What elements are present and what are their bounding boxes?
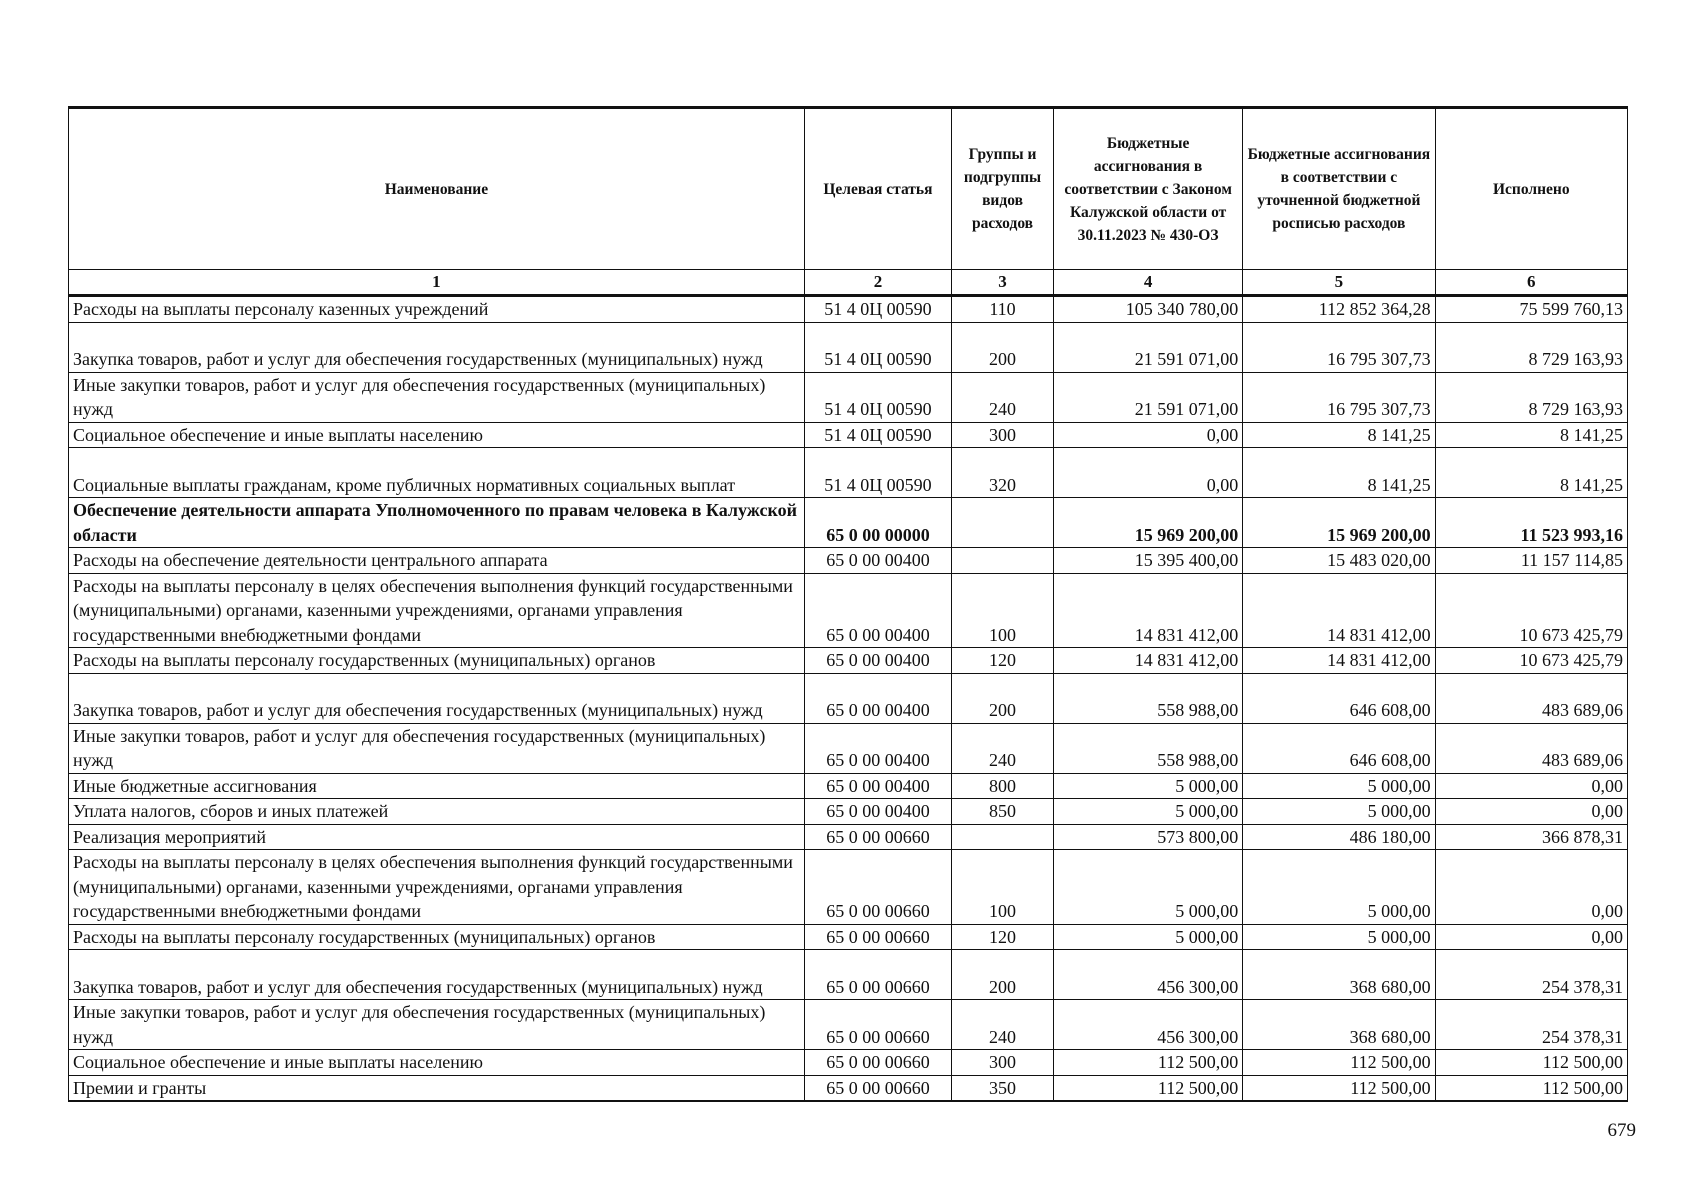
cell-executed-amount: 483 689,06: [1435, 673, 1627, 723]
cell-refined-amount: 368 680,00: [1243, 950, 1435, 1000]
cell-target-article: 65 0 00 00400: [804, 648, 951, 674]
table-row: [69, 924, 1628, 950]
cell-expense-group: 200: [952, 673, 1054, 723]
header-executed: Исполнено: [1435, 108, 1627, 270]
cell-name: Социальное обеспечение и иные выплаты населению: [69, 1050, 805, 1076]
cell-executed-amount: 10 673 425,79: [1435, 573, 1627, 648]
cell-law-amount: 14 831 412,00: [1054, 648, 1243, 674]
cell-expense-group: 350: [952, 1075, 1054, 1101]
cell-name: Расходы на выплаты персоналу в целях обеспечения выполнения функций государственными (муниципальными) органами, казенными учреждениями, органами управления государственными внебюджетными фондами: [69, 850, 805, 925]
table-row: [69, 1075, 1628, 1101]
cell-target-article: 51 4 0Ц 00590: [804, 296, 951, 323]
cell-executed-amount: 0,00: [1435, 924, 1627, 950]
cell-target-article: 65 0 00 00400: [804, 773, 951, 799]
cell-name: Иные бюджетные ассигнования: [69, 773, 805, 799]
cell-executed-amount: 11 523 993,16: [1435, 498, 1627, 548]
header-expense-groups: Группы и подгруппы видов расходов: [952, 108, 1054, 270]
column-number: 3: [952, 270, 1054, 296]
cell-refined-amount: 368 680,00: [1243, 1000, 1435, 1050]
cell-target-article: 65 0 00 00400: [804, 723, 951, 773]
cell-target-article: 65 0 00 00400: [804, 548, 951, 574]
cell-executed-amount: 254 378,31: [1435, 950, 1627, 1000]
cell-expense-group: 320: [952, 448, 1054, 498]
cell-law-amount: 21 591 071,00: [1054, 372, 1243, 422]
cell-name: Иные закупки товаров, работ и услуг для обеспечения государственных (муниципальных) нужд: [69, 1000, 805, 1050]
table-row: [69, 573, 1628, 648]
cell-law-amount: 15 969 200,00: [1054, 498, 1243, 548]
cell-target-article: 65 0 00 00660: [804, 850, 951, 925]
header-row: [69, 108, 1628, 270]
table-row: [69, 723, 1628, 773]
cell-executed-amount: 112 500,00: [1435, 1050, 1627, 1076]
cell-executed-amount: 0,00: [1435, 799, 1627, 825]
cell-expense-group: [952, 548, 1054, 574]
column-number: 5: [1243, 270, 1435, 296]
cell-refined-amount: 112 500,00: [1243, 1050, 1435, 1076]
cell-refined-amount: 8 141,25: [1243, 448, 1435, 498]
cell-expense-group: 100: [952, 573, 1054, 648]
cell-executed-amount: 483 689,06: [1435, 723, 1627, 773]
header-refined-allocations: Бюджетные ассигнования в соответствии с уточненной бюджетной росписью расходов: [1243, 108, 1435, 270]
cell-target-article: 65 0 00 00660: [804, 1075, 951, 1101]
cell-target-article: 65 0 00 00400: [804, 573, 951, 648]
table-row: [69, 372, 1628, 422]
cell-law-amount: 14 831 412,00: [1054, 573, 1243, 648]
table-row: [69, 850, 1628, 925]
table-row: [69, 422, 1628, 448]
page-number: 679: [1607, 1120, 1636, 1141]
cell-executed-amount: 75 599 760,13: [1435, 296, 1627, 323]
cell-expense-group: 240: [952, 1000, 1054, 1050]
cell-name: Премии и гранты: [69, 1075, 805, 1101]
cell-refined-amount: 15 483 020,00: [1243, 548, 1435, 574]
cell-refined-amount: 112 852 364,28: [1243, 296, 1435, 323]
cell-expense-group: 120: [952, 648, 1054, 674]
cell-target-article: 65 0 00 00660: [804, 924, 951, 950]
cell-refined-amount: 5 000,00: [1243, 850, 1435, 925]
cell-refined-amount: 14 831 412,00: [1243, 573, 1435, 648]
cell-expense-group: 110: [952, 296, 1054, 323]
cell-name: Расходы на обеспечение деятельности центрального аппарата: [69, 548, 805, 574]
cell-law-amount: 105 340 780,00: [1054, 296, 1243, 323]
cell-executed-amount: 366 878,31: [1435, 824, 1627, 850]
cell-expense-group: 800: [952, 773, 1054, 799]
cell-executed-amount: 254 378,31: [1435, 1000, 1627, 1050]
cell-target-article: 65 0 00 00660: [804, 1000, 951, 1050]
cell-refined-amount: 16 795 307,73: [1243, 372, 1435, 422]
header-target-article: Целевая статья: [804, 108, 951, 270]
cell-refined-amount: 112 500,00: [1243, 1075, 1435, 1101]
cell-law-amount: 573 800,00: [1054, 824, 1243, 850]
cell-target-article: 65 0 00 00660: [804, 950, 951, 1000]
cell-name: Иные закупки товаров, работ и услуг для обеспечения государственных (муниципальных) нужд: [69, 372, 805, 422]
cell-law-amount: 5 000,00: [1054, 850, 1243, 925]
cell-target-article: 51 4 0Ц 00590: [804, 422, 951, 448]
cell-target-article: 65 0 00 00400: [804, 673, 951, 723]
cell-law-amount: 15 395 400,00: [1054, 548, 1243, 574]
cell-executed-amount: 8 729 163,93: [1435, 322, 1627, 372]
cell-expense-group: 200: [952, 322, 1054, 372]
cell-law-amount: 456 300,00: [1054, 950, 1243, 1000]
column-number: 2: [804, 270, 951, 296]
cell-law-amount: 456 300,00: [1054, 1000, 1243, 1050]
budget-table: [68, 106, 1628, 1102]
table-row: [69, 296, 1628, 323]
cell-expense-group: 850: [952, 799, 1054, 825]
cell-refined-amount: 646 608,00: [1243, 673, 1435, 723]
table-row: [69, 548, 1628, 574]
cell-executed-amount: 10 673 425,79: [1435, 648, 1627, 674]
cell-name: Уплата налогов, сборов и иных платежей: [69, 799, 805, 825]
header-law-allocations: Бюджетные ассигнования в соответствии с Законом Калужской области от 30.11.2023 № 430-ОЗ: [1054, 108, 1243, 270]
cell-name: Обеспечение деятельности аппарата Уполномоченного по правам человека в Калужской области: [69, 498, 805, 548]
cell-law-amount: 112 500,00: [1054, 1075, 1243, 1101]
cell-refined-amount: 486 180,00: [1243, 824, 1435, 850]
column-number: 6: [1435, 270, 1627, 296]
cell-law-amount: 5 000,00: [1054, 773, 1243, 799]
cell-target-article: 65 0 00 00660: [804, 824, 951, 850]
table-row: [69, 448, 1628, 498]
cell-expense-group: 300: [952, 1050, 1054, 1076]
cell-expense-group: [952, 824, 1054, 850]
cell-law-amount: 112 500,00: [1054, 1050, 1243, 1076]
cell-target-article: 51 4 0Ц 00590: [804, 322, 951, 372]
cell-executed-amount: 112 500,00: [1435, 1075, 1627, 1101]
cell-refined-amount: 15 969 200,00: [1243, 498, 1435, 548]
cell-name: Расходы на выплаты персоналу государственных (муниципальных) органов: [69, 648, 805, 674]
cell-target-article: 65 0 00 00000: [804, 498, 951, 548]
table-row: [69, 1050, 1628, 1076]
cell-target-article: 51 4 0Ц 00590: [804, 372, 951, 422]
cell-name: Иные закупки товаров, работ и услуг для обеспечения государственных (муниципальных) нужд: [69, 723, 805, 773]
table-row: [69, 498, 1628, 548]
cell-law-amount: 5 000,00: [1054, 799, 1243, 825]
cell-target-article: 65 0 00 00660: [804, 1050, 951, 1076]
cell-law-amount: 0,00: [1054, 422, 1243, 448]
table-row: [69, 648, 1628, 674]
cell-refined-amount: 5 000,00: [1243, 799, 1435, 825]
column-number: 1: [69, 270, 805, 296]
table-row: [69, 1000, 1628, 1050]
cell-expense-group: 240: [952, 723, 1054, 773]
cell-refined-amount: 14 831 412,00: [1243, 648, 1435, 674]
cell-name: Закупка товаров, работ и услуг для обеспечения государственных (муниципальных) нужд: [69, 322, 805, 372]
cell-name: Социальные выплаты гражданам, кроме публичных нормативных социальных выплат: [69, 448, 805, 498]
table-row: [69, 322, 1628, 372]
cell-law-amount: 5 000,00: [1054, 924, 1243, 950]
cell-law-amount: 558 988,00: [1054, 673, 1243, 723]
cell-name: Расходы на выплаты персоналу в целях обеспечения выполнения функций государственными (муниципальными) органами, казенными учреждениями, органами управления государственными внебюджетными фондами: [69, 573, 805, 648]
column-numbers-row: [69, 270, 1628, 296]
cell-expense-group: 240: [952, 372, 1054, 422]
table-row: [69, 673, 1628, 723]
cell-executed-amount: 0,00: [1435, 850, 1627, 925]
cell-name: Расходы на выплаты персоналу государственных (муниципальных) органов: [69, 924, 805, 950]
cell-expense-group: 300: [952, 422, 1054, 448]
cell-refined-amount: 5 000,00: [1243, 773, 1435, 799]
cell-executed-amount: 8 141,25: [1435, 422, 1627, 448]
cell-expense-group: 100: [952, 850, 1054, 925]
cell-target-article: 65 0 00 00400: [804, 799, 951, 825]
table-row: [69, 799, 1628, 825]
table-row: [69, 773, 1628, 799]
cell-refined-amount: 646 608,00: [1243, 723, 1435, 773]
cell-expense-group: 120: [952, 924, 1054, 950]
cell-refined-amount: 8 141,25: [1243, 422, 1435, 448]
cell-target-article: 51 4 0Ц 00590: [804, 448, 951, 498]
cell-name: Расходы на выплаты персоналу казенных учреждений: [69, 296, 805, 323]
cell-law-amount: 0,00: [1054, 448, 1243, 498]
cell-executed-amount: 8 141,25: [1435, 448, 1627, 498]
cell-name: Социальное обеспечение и иные выплаты населению: [69, 422, 805, 448]
cell-executed-amount: 11 157 114,85: [1435, 548, 1627, 574]
cell-name: Реализация мероприятий: [69, 824, 805, 850]
cell-law-amount: 21 591 071,00: [1054, 322, 1243, 372]
cell-law-amount: 558 988,00: [1054, 723, 1243, 773]
cell-refined-amount: 5 000,00: [1243, 924, 1435, 950]
cell-expense-group: 200: [952, 950, 1054, 1000]
cell-executed-amount: 8 729 163,93: [1435, 372, 1627, 422]
table-row: [69, 824, 1628, 850]
cell-executed-amount: 0,00: [1435, 773, 1627, 799]
cell-refined-amount: 16 795 307,73: [1243, 322, 1435, 372]
cell-name: Закупка товаров, работ и услуг для обеспечения государственных (муниципальных) нужд: [69, 673, 805, 723]
table-body: [69, 296, 1628, 1102]
table-row: [69, 950, 1628, 1000]
column-number: 4: [1054, 270, 1243, 296]
header-name: Наименование: [69, 108, 805, 270]
cell-name: Закупка товаров, работ и услуг для обеспечения государственных (муниципальных) нужд: [69, 950, 805, 1000]
cell-expense-group: [952, 498, 1054, 548]
